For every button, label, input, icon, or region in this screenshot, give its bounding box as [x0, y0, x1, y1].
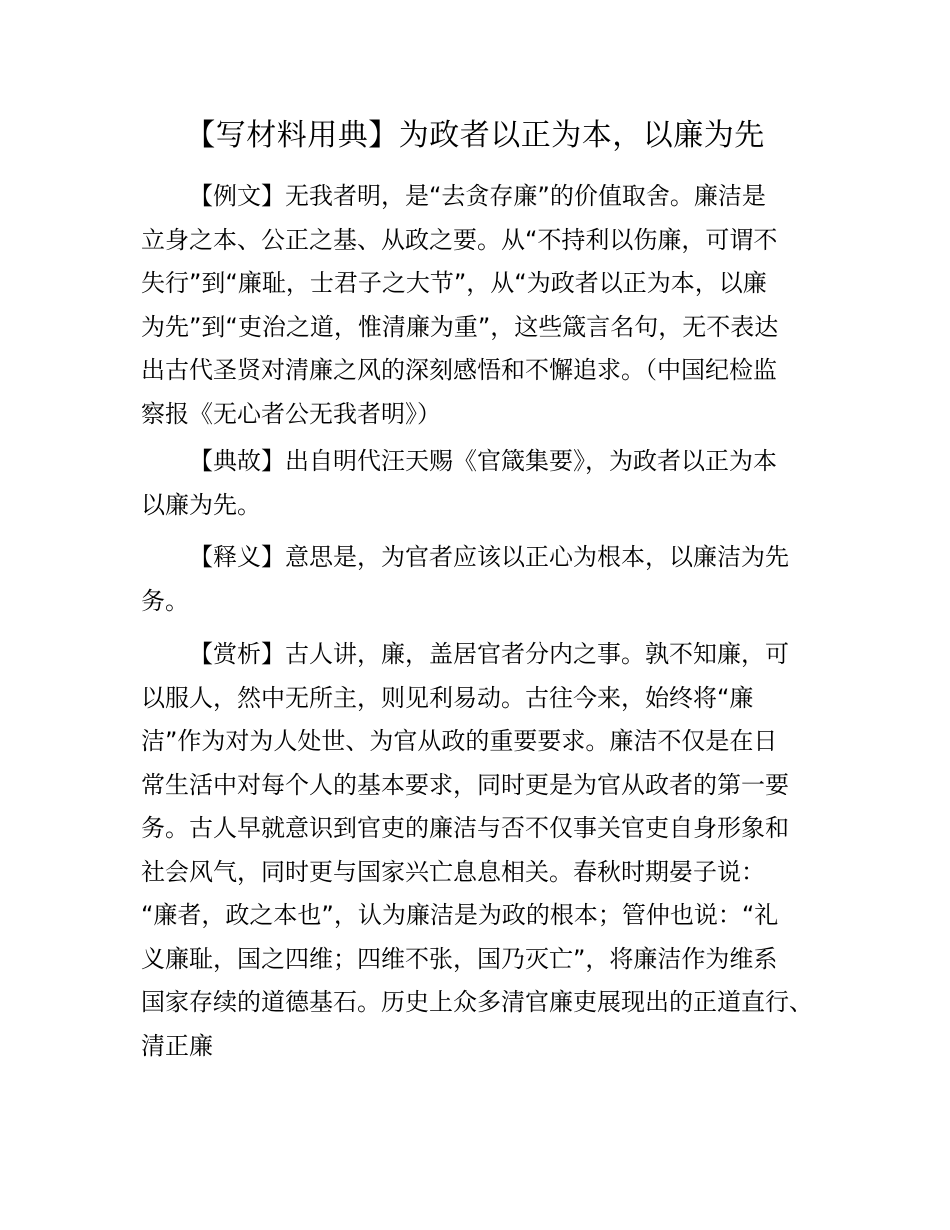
paragraph-line: 【典故】出自明代汪天赐《官箴集要》，为政者以正为本 [189, 447, 777, 475]
paragraph-line: 出古代圣贤对清廉之风的深刻感悟和不懈追求。（中国纪检监 [141, 356, 777, 384]
paragraph-line: 为先”到“吏治之道，惟清廉为重”，这些箴言名句，无不表达 [141, 312, 779, 341]
paragraph-meaning [141, 536, 831, 623]
paragraph-line: 立身之本、公正之基、从政之要。从“不持利以伤廉，可谓不 [141, 225, 778, 254]
paragraph-line: 【释义】意思是，为官者应该以正心为根本，以廉洁为先 [189, 543, 789, 571]
page-title: 【写材料用典】为政者以正为本，以廉为先 [185, 118, 765, 153]
paragraph-line: 义廉耻，国之四维；四维不张，国乃灭亡”，将廉洁作为维系 [141, 944, 778, 973]
paragraph-line: 社会风气，同时更与国家兴亡息息相关。春秋时期晏子说： [141, 857, 765, 886]
paragraph-example [141, 175, 831, 436]
paragraph-line: 以廉为先。 [141, 490, 261, 519]
paragraph-line: 务。 [141, 586, 189, 615]
paragraph-line: “廉者，政之本也”，认为廉洁是为政的根本；管仲也说：“礼 [141, 901, 779, 929]
paragraph-line: 【例文】无我者明，是“去贪存廉”的价值取舍。廉洁是 [189, 182, 766, 210]
paragraph-line: 常生活中对每个人的基本要求，同时更是为官从政者的第一要 [141, 770, 789, 799]
paragraph-line: 国家存续的道德基石。历史上众多清官廉吏展现出的正道直行、 [141, 988, 813, 1016]
paragraph-source [141, 440, 831, 527]
paragraph-line: 清正廉 [141, 1031, 213, 1060]
paragraph-line: 【赏析】古人讲，廉，盖居官者分内之事。孰不知廉，可 [189, 640, 789, 668]
paragraph-line: 洁”作为对为人处世、为官从政的重要要求。廉洁不仅是在日 [141, 727, 778, 755]
paragraph-line: 以服人，然中无所主，则见利易动。古往今来，始终将“廉 [141, 683, 754, 712]
paragraph-line: 务。古人早就意识到官吏的廉洁与否不仅事关官吏自身形象和 [141, 814, 789, 842]
paragraph-line: 察报《无心者公无我者明》） [141, 399, 441, 428]
paragraph-analysis [141, 633, 831, 1068]
paragraph-line: 失行”到“廉耻，士君子之大节”，从“为政者以正为本，以廉 [141, 269, 767, 297]
